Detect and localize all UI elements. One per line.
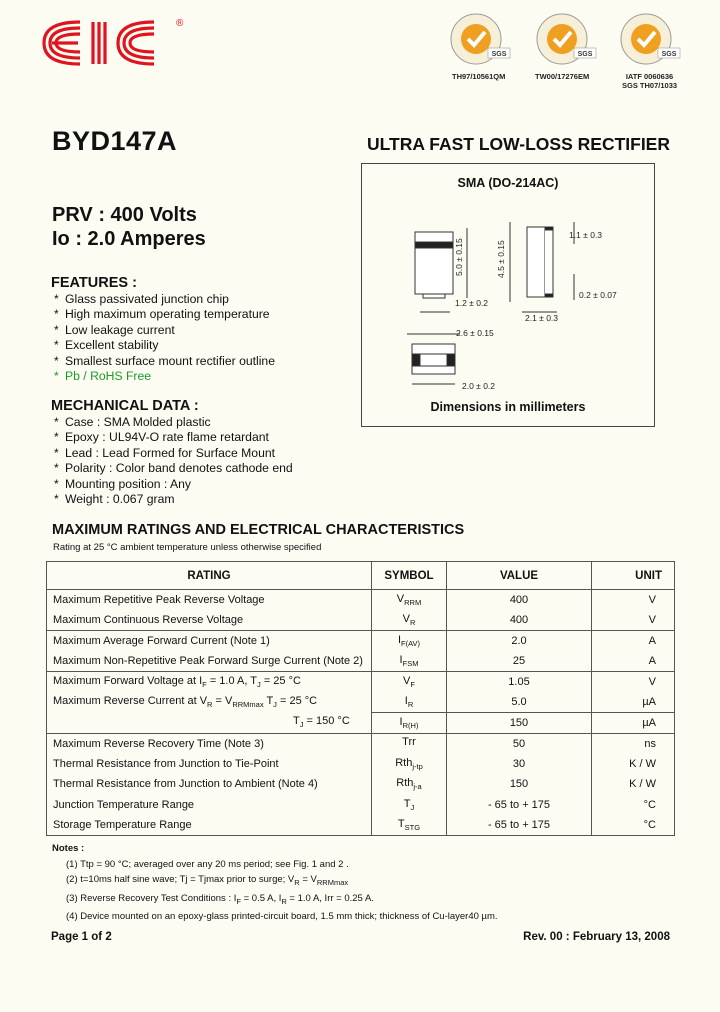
cell-rating: Maximum Continuous Reverse Voltage [47, 610, 372, 631]
table-row [47, 754, 675, 775]
mech-item: * Epoxy : UL94V-O rate flame retardant [54, 430, 293, 445]
cell-symbol: $V_R$ [372, 610, 447, 631]
feature-item: * Smallest surface mount rectifier outline [54, 354, 275, 369]
cell-unit: V [592, 590, 675, 611]
cell-value: 25 [447, 651, 592, 672]
feature-item: * Glass passivated junction chip [54, 292, 275, 307]
mech-item: * Polarity : Color band denotes cathode end [54, 461, 293, 476]
package-diagram-box [361, 163, 655, 427]
certification-badge-2 [530, 10, 600, 68]
table-row [47, 713, 675, 734]
col-value: VALUE [447, 562, 592, 590]
cell-unit: V [592, 610, 675, 631]
cert-caption-3a: IATF 0060636 [625, 72, 674, 81]
table-row [47, 672, 675, 693]
svg-text:SGS: SGS [491, 51, 507, 58]
col-unit: UNIT [592, 562, 675, 590]
cell-rating: Maximum Non-Repetitive Peak Forward Surge Current (Note 2) [47, 651, 372, 672]
package-title: SMA (DO-214AC) [457, 176, 559, 190]
cell-unit: A [592, 651, 675, 672]
dim-lead: 1.2 ± 0.2 [455, 298, 489, 308]
cell-value: - 65 to + 175 [447, 815, 592, 836]
mech-item: * Lead : Lead Formed for Surface Mount [54, 446, 293, 461]
cell-rating: Maximum Average Forward Current (Note 1) [47, 631, 372, 652]
cell-unit: K / W [592, 774, 675, 795]
cell-rating: $T_J = 150$ °C [47, 713, 372, 734]
cell-symbol: $I_{R(H)}$ [372, 713, 447, 734]
cell-rating: Maximum Reverse Current at $V_R = V_{RRMmax}$ $T_J = 25$ °C [47, 692, 372, 713]
package-drawing [362, 164, 656, 428]
dim-width: 4.5 ± 0.15 [496, 240, 506, 278]
cell-unit: °C [592, 795, 675, 816]
notes-title: Notes : [52, 843, 85, 854]
cell-value: 1.05 [447, 672, 592, 693]
cert-caption-3 [622, 72, 677, 90]
prv-rating: PRV : 400 Volts [52, 204, 197, 226]
cell-symbol: $I_{F(AV)}$ [372, 631, 447, 652]
cell-unit: °C [592, 815, 675, 836]
cell-unit: µA [592, 692, 675, 713]
table-row [47, 774, 675, 795]
mechanical-title: MECHANICAL DATA : [51, 398, 199, 414]
cert-caption-2: TW00/17276EM [535, 72, 590, 81]
table-row [47, 733, 675, 754]
cell-value: 150 [447, 774, 592, 795]
dim-height: 5.0 ± 0.15 [454, 238, 464, 276]
cell-symbol: Trr [372, 733, 447, 754]
cell-symbol: Rth$_{j-a}$ [372, 774, 447, 795]
mech-item: * Weight : 0.067 gram [54, 492, 293, 507]
cell-value: - 65 to + 175 [447, 795, 592, 816]
dim-len: 2.6 ± 0.15 [456, 328, 494, 338]
notes-list [66, 857, 498, 924]
cell-symbol: $T_J$ [372, 795, 447, 816]
page-number: Page 1 of 2 [51, 931, 112, 943]
table-row [47, 610, 675, 631]
cell-symbol: $I_{FSM}$ [372, 651, 447, 672]
certification-badge-3 [614, 10, 684, 68]
cell-symbol: $T_{STG}$ [372, 815, 447, 836]
svg-text:®: ® [176, 18, 184, 29]
feature-item: * Excellent stability [54, 338, 275, 353]
note-item: (4) Device mounted on an epoxy-glass printed-circuit board, 1.5 mm thick; thickness of Cu-layer40 µm. [66, 911, 498, 922]
cell-unit: ns [592, 733, 675, 754]
features-title: FEATURES : [51, 275, 137, 291]
table-row [47, 795, 675, 816]
cell-value: 400 [447, 590, 592, 611]
table-header-row [47, 562, 675, 590]
cell-rating: Thermal Resistance from Junction to Ambient (Note 4) [47, 774, 372, 795]
svg-text:SGS: SGS [577, 51, 593, 58]
certification-badge-1 [444, 10, 514, 68]
note-item: (3) Reverse Recovery Test Conditions : $I_F = 0.5$ A, $I_R = 1.0$ A, Irr = 0.25 A. [66, 892, 374, 906]
cell-value: 150 [447, 713, 592, 734]
cell-unit: A [592, 631, 675, 652]
cell-symbol: $V_{RRM}$ [372, 590, 447, 611]
table-row [47, 631, 675, 652]
cell-rating: Thermal Resistance from Junction to Tie-Point [47, 754, 372, 775]
package-footer: Dimensions in millimeters [430, 400, 586, 414]
revision: Rev. 00 : February 13, 2008 [523, 931, 670, 943]
note-item: (1) Ttp = 90 °C; averaged over any 20 ms period; see Fig. 1 and 2 . [66, 859, 349, 870]
cell-symbol: $V_F$ [372, 672, 447, 693]
cell-value: 400 [447, 610, 592, 631]
feature-item-rohs: * Pb / RoHS Free [54, 369, 275, 384]
cell-symbol: Rth$_{j-tp}$ [372, 754, 447, 775]
cell-symbol: $I_R$ [372, 692, 447, 713]
cell-value: 50 [447, 733, 592, 754]
cell-unit: V [592, 672, 675, 693]
cell-rating: Storage Temperature Range [47, 815, 372, 836]
dim-thick: 0.2 ± 0.07 [579, 290, 617, 300]
product-subtitle: ULTRA FAST LOW-LOSS RECTIFIER [367, 134, 670, 154]
col-rating: RATING [47, 562, 372, 590]
ratings-note: Rating at 25 °C ambient temperature unless otherwise specified [53, 542, 322, 553]
cell-rating: Junction Temperature Range [47, 795, 372, 816]
svg-text:SGS: SGS [661, 51, 677, 58]
cert-caption-3b: SGS TH07/1033 [622, 81, 678, 90]
dim-side: 2.1 ± 0.3 [525, 313, 559, 323]
mech-item: * Case : SMA Molded plastic [54, 415, 293, 430]
ratings-table [46, 561, 675, 836]
col-symbol: SYMBOL [372, 562, 447, 590]
cell-unit: µA [592, 713, 675, 734]
cell-rating: Maximum Forward Voltage at $I_F = 1.0$ A, $T_J = 25$ °C [47, 672, 372, 693]
mech-item: * Mounting position : Any [54, 477, 293, 492]
cell-value: 2.0 [447, 631, 592, 652]
cell-value: 5.0 [447, 692, 592, 713]
cell-rating: Maximum Reverse Recovery Time (Note 3) [47, 733, 372, 754]
cell-rating: Maximum Repetitive Peak Reverse Voltage [47, 590, 372, 611]
note-item: (2) t=10ms half sine wave; Tj = Tjmax prior to surge; $V_R = V_{RRMmax}$ [66, 874, 349, 888]
dim-top-lead: 1.1 ± 0.3 [569, 230, 603, 240]
table-row [47, 815, 675, 836]
features-list [54, 292, 275, 384]
table-row [47, 651, 675, 672]
dim-bottom: 2.0 ± 0.2 [462, 381, 496, 391]
mechanical-list [54, 415, 293, 507]
ratings-title: MAXIMUM RATINGS AND ELECTRICAL CHARACTERISTICS [52, 522, 465, 538]
cell-value: 30 [447, 754, 592, 775]
feature-item: * Low leakage current [54, 323, 275, 338]
eic-logo [38, 12, 188, 74]
cert-caption-1: TH97/10561QM [452, 72, 506, 81]
part-number: BYD147A [52, 126, 178, 156]
table-row [47, 590, 675, 611]
prv-block [52, 203, 206, 251]
feature-item: * High maximum operating temperature [54, 307, 275, 322]
io-rating: Io : 2.0 Amperes [52, 228, 206, 250]
cell-unit: K / W [592, 754, 675, 775]
table-row [47, 692, 675, 713]
